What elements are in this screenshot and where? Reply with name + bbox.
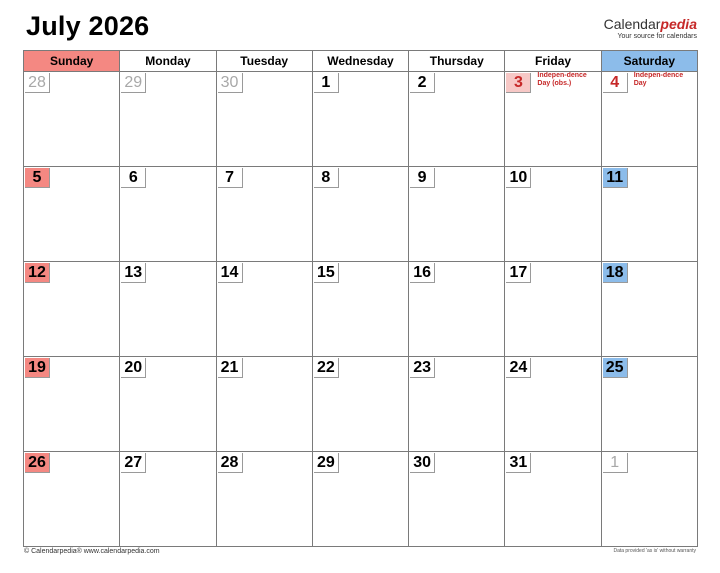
day-cell[interactable]	[120, 452, 216, 547]
holiday-note: Indepen-dence Day	[633, 72, 684, 87]
day-cell[interactable]	[601, 167, 697, 262]
day-cell[interactable]	[216, 452, 312, 547]
day-cell[interactable]	[312, 357, 408, 452]
day-number: 16	[410, 263, 435, 283]
day-cell[interactable]	[409, 452, 505, 547]
month-grid	[23, 50, 698, 547]
day-number: 24	[506, 358, 531, 378]
day-number: 17	[506, 263, 531, 283]
day-number: 31	[506, 453, 531, 473]
day-cell[interactable]	[505, 452, 601, 547]
day-number: 12	[25, 263, 50, 283]
day-number: 9	[410, 168, 435, 188]
day-number: 28	[25, 73, 50, 93]
day-number: 29	[314, 453, 339, 473]
day-cell[interactable]	[216, 262, 312, 357]
weekday-header: Friday	[505, 51, 601, 72]
day-cell[interactable]	[505, 357, 601, 452]
day-number: 4	[603, 73, 628, 93]
brand-name	[604, 16, 697, 32]
day-cell[interactable]	[505, 167, 601, 262]
day-cell[interactable]	[409, 357, 505, 452]
day-cell[interactable]	[312, 262, 408, 357]
day-cell[interactable]	[312, 452, 408, 547]
day-cell[interactable]	[24, 72, 120, 167]
day-cell[interactable]	[24, 262, 120, 357]
day-number: 20	[121, 358, 146, 378]
day-cell[interactable]	[216, 357, 312, 452]
weekday-header: Sunday	[24, 51, 120, 72]
day-number: 23	[410, 358, 435, 378]
day-number: 27	[121, 453, 146, 473]
day-cell[interactable]	[409, 262, 505, 357]
day-number: 21	[218, 358, 243, 378]
day-cell[interactable]	[312, 72, 408, 167]
day-cell[interactable]	[24, 167, 120, 262]
day-number: 25	[603, 358, 628, 378]
day-cell[interactable]	[120, 357, 216, 452]
day-cell[interactable]	[120, 262, 216, 357]
day-number: 18	[603, 263, 628, 283]
brand-tagline: Your source for calendars	[617, 33, 697, 40]
weekday-header: Thursday	[409, 51, 505, 72]
day-cell[interactable]	[216, 167, 312, 262]
day-cell[interactable]	[24, 452, 120, 547]
calendar-title: July 2026	[26, 11, 150, 41]
weekday-header: Saturday	[601, 51, 697, 72]
weekday-header: Tuesday	[216, 51, 312, 72]
day-number: 13	[121, 263, 146, 283]
week-row	[24, 357, 698, 452]
day-number: 28	[218, 453, 243, 473]
day-number: 10	[506, 168, 531, 188]
weeks-body	[24, 72, 698, 547]
day-cell[interactable]	[601, 357, 697, 452]
footer-disclaimer: Data provided 'as is' without warranty	[613, 548, 696, 554]
day-number: 7	[218, 168, 243, 188]
brand-name-main: Calendar	[603, 16, 661, 32]
day-cell[interactable]	[24, 357, 120, 452]
day-number: 22	[314, 358, 339, 378]
day-number: 2	[410, 73, 435, 93]
day-number: 1	[603, 453, 628, 473]
day-number: 11	[603, 168, 628, 188]
brand-logo	[604, 16, 697, 41]
day-cell[interactable]	[601, 452, 697, 547]
day-number: 1	[314, 73, 339, 93]
week-row	[24, 72, 698, 167]
day-cell[interactable]	[409, 167, 505, 262]
day-number: 30	[218, 73, 243, 93]
day-cell[interactable]	[120, 72, 216, 167]
week-row	[24, 452, 698, 547]
day-number: 8	[314, 168, 339, 188]
holiday-note: Indepen-dence Day (obs.)	[537, 72, 587, 87]
day-cell[interactable]	[409, 72, 505, 167]
brand-name-accent: pedia	[660, 16, 697, 32]
day-cell[interactable]	[312, 167, 408, 262]
weekday-header-row	[24, 51, 698, 72]
day-number: 29	[121, 73, 146, 93]
day-number: 3	[506, 73, 531, 93]
day-cell[interactable]	[601, 262, 697, 357]
day-number: 19	[25, 358, 50, 378]
day-cell[interactable]	[601, 72, 697, 167]
day-cell[interactable]	[505, 262, 601, 357]
day-cell[interactable]	[120, 167, 216, 262]
weekday-header: Monday	[120, 51, 216, 72]
day-cell[interactable]	[216, 72, 312, 167]
week-row	[24, 262, 698, 357]
day-number: 6	[121, 168, 146, 188]
day-number: 5	[25, 168, 50, 188]
day-number: 30	[410, 453, 435, 473]
day-number: 14	[218, 263, 243, 283]
day-number: 26	[25, 453, 50, 473]
weekday-header: Wednesday	[312, 51, 408, 72]
day-number: 15	[314, 263, 339, 283]
day-cell[interactable]	[505, 72, 601, 167]
footer-copyright: © Calendarpedia® www.calendarpedia.com	[24, 548, 160, 555]
week-row	[24, 167, 698, 262]
